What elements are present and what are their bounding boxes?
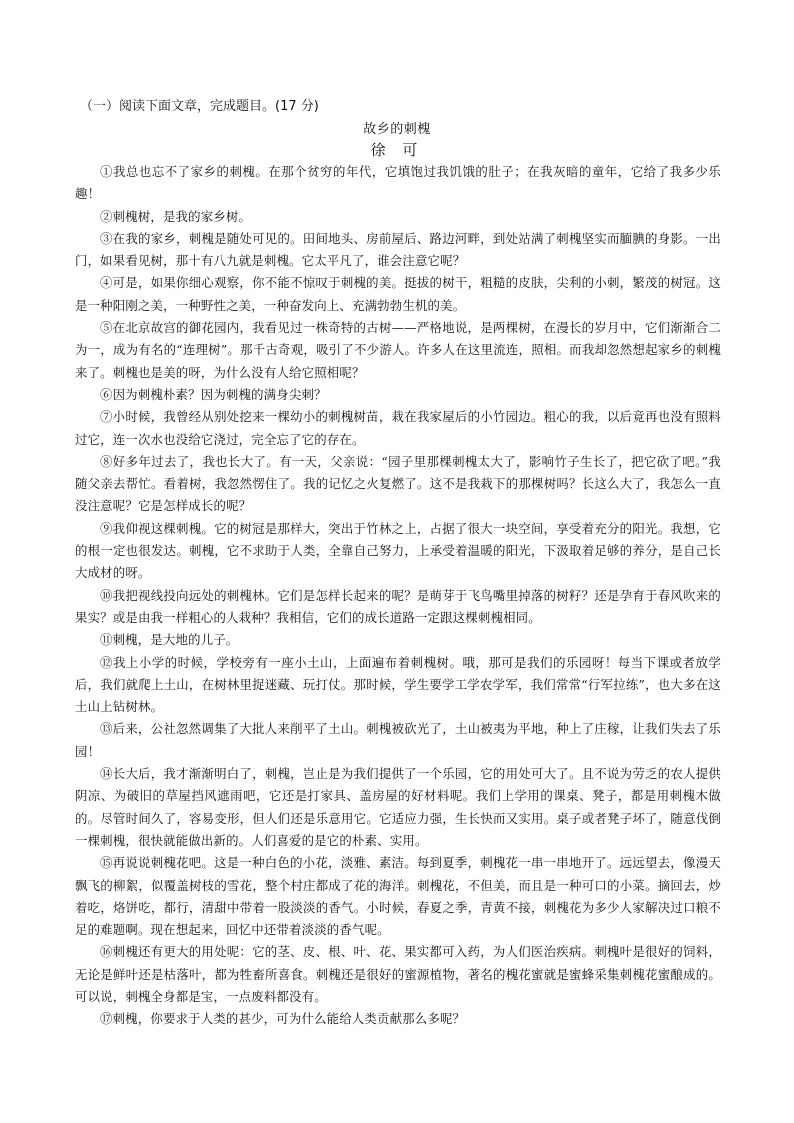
paragraph: ⑰刺槐，你要求于人类的甚少，可为什么能给人类贡献那么多呢？ (100, 1011, 466, 1027)
paragraph: ⑩我把视线投向远处的刺槐林。它们是怎样长起来的呢？是萌芽于飞鸟嘴里掉落的树籽？还是孕育于春风吹来的果实？或是由我一样粗心的人栽种？我相信，它们的成长道路一定跟这棵刺槐相同。 (75, 587, 721, 625)
paragraph: ⑯刺槐还有更大的用处呢：它的茎、皮、根、叶、花、果实都可入药，为人们医治疾病。刺槐叶是很好的饲料，无论是鲜叶还是枯落叶，都为牲畜所喜食。刺槐还是很好的蜜源植物，著名的槐花蜜就是蜜蜂采集刺槐花蜜酿成的。可以说，刺槐全身都是宝，一点废料都没有。 (75, 944, 721, 1004)
paragraph: ⑬后来，公社忽然调集了大批人来削平了土山。刺槐被砍光了，土山被夷为平地，种上了庄稼，让我们失去了乐园！ (75, 721, 721, 759)
paragraph: ②刺槐树，是我的家乡树。 (100, 208, 252, 224)
article-body (75, 161, 721, 1031)
article-title: 故乡的刺槐 (363, 122, 431, 137)
paragraph: ⑤在北京故宫的御花园内，我看见过一株奇特的古树——严格地说，是两棵树，在漫长的岁月中，它们渐渐合二为一，成为有名的“连理树”。那千古奇观，吸引了不少游人。许多人在这里流连，照相。而我却忽然想起家乡的刺槐来了。刺槐也是美的呀，为什么没有人给它照相呢？ (75, 320, 721, 380)
paragraph: ⑮再说说刺槐花吧。这是一种白色的小花，淡雅、素洁。每到夏季，刺槐花一串一串地开了。远远望去，像漫天飘飞的柳絮，似覆盖树枝的雪花，整个村庄都成了花的海洋。刺槐花，不但美，而且是一种可口的小菜。摘回去，炒着吃，烙饼吃，都行，清甜中带着一股淡淡的香气。小时候，春夏之季，青黄不接，刺槐花为多少人家解决过口粮不足的难题啊。现在想起来，回忆中还带着淡淡的香气呢。 (75, 855, 721, 938)
paragraph: ④可是，如果你细心观察，你不能不惊叹于刺槐的美。挺拔的树干，粗糙的皮肤，尖利的小刺，繁茂的树冠。这是一种阳刚之美，一种野性之美，一种奋发向上、充满勃勃生机的美。 (75, 275, 721, 313)
paragraph: ⑫我上小学的时候，学校旁有一座小土山，上面遍布着刺槐树。哦，那可是我们的乐园呀！每当下课或者放学后，我们就爬上土山，在树林里捉迷藏、玩打仗。那时候，学生要学工学农学军，我们常常“行军拉练”，也大多在这土山上钻树林。 (75, 654, 721, 715)
paragraph: ③在我的家乡，刺槐是随处可见的。田间地头、房前屋后、路边河畔，到处站满了刺槐坚实而腼腆的身影。一出门，如果看见树，那十有八九就是刺槐。它太平凡了，谁会注意它呢？ (75, 230, 721, 269)
paragraph: ⑨我仰视这棵刺槐。它的树冠是那样大，突出于竹林之上，占据了很大一块空间，享受着充分的阳光。我想，它的根一定也很发达。刺槐，它不求助于人类，全靠自己努力，上承受着温暖的阳光，下汲取着足够的养分，是自己长大成材的呀。 (75, 520, 721, 581)
paragraph: ⑦小时候，我曾经从别处挖来一棵幼小的刺槐树苗，栽在我家屋后的小竹园边。粗心的我，以后竟再也没有照料过它，连一次水也没给它浇过，完全忘了它的存在。 (75, 409, 721, 447)
article-author: 徐 可 (370, 141, 424, 159)
paragraph: ⑧好多年过去了，我也长大了。有一天，父亲说：“园子里那棵刺槐太大了，影响竹子生长了，把它砍了吧。”我随父亲去帮忙。看着树，我忽然愣住了。我的记忆之火复燃了。这不是我栽下的那棵树吗？长这么大了，我怎么一直没注意呢？它是怎样成长的呢？ (75, 453, 721, 514)
paragraph: ①我总也忘不了家乡的刺槐。在那个贫穷的年代，它填饱过我饥饿的肚子；在我灰暗的童年，它给了我多少乐趣！ (75, 164, 721, 202)
paragraph: ⑪刺槐，是大地的儿子。 (100, 632, 239, 648)
paragraph: ⑭长大后，我才渐渐明白了，刺槐，岂止是为我们提供了一个乐园，它的用处可大了。且不说为劳乏的农人提供阴凉、为破旧的草屋挡风遮雨吧，它还是打家具、盖房屋的好材料呢。我们上学用的课桌、凳子，都是用刺槐木做的。尽管时间久了，容易变形，但人们还是乐意用它。它适应力强，生长快而又实用。桌子或者凳子坏了，随意伐倒一棵刺槐，很快就能做出新的。人们喜爱的是它的朴素、实用。 (75, 766, 721, 848)
paragraph: ⑥因为刺槐朴素？因为刺槐的满身尖刺？ (100, 386, 327, 402)
question-heading: （一）阅读下面文章，完成题目。(17 分) (80, 99, 319, 114)
